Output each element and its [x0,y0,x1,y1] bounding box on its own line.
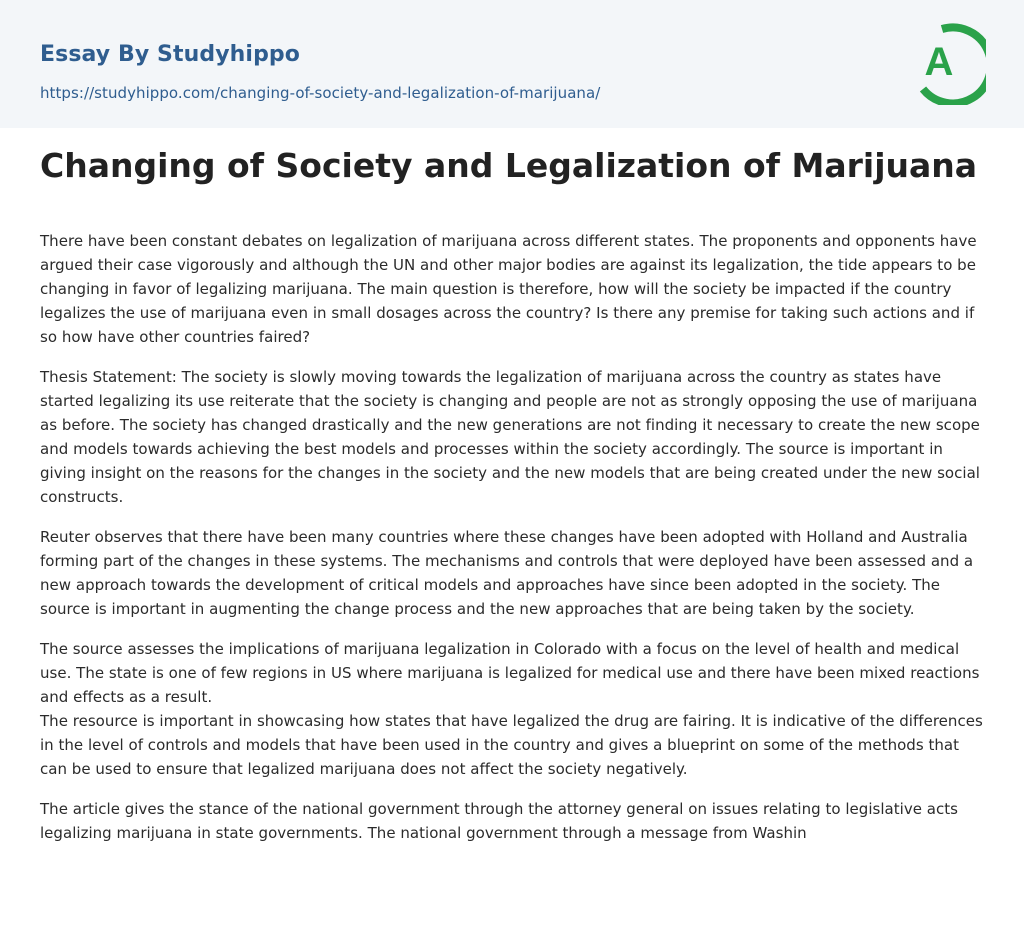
page-header [0,0,1024,128]
studyhippo-logo-icon[interactable] [914,19,986,105]
paragraph-thesis: Thesis Statement: The society is slowly moving towards the legalization of marijuana across the country as states have started legalizing its use reiterate that the society is changing and people are not as strongly opposing the use of marijuana as before. The society has changed drastically and the new generations are not finding it necessary to create the new scope and models towards achieving the best models and processes within the society accordingly. The source is important in giving insight on the reasons for the changes in the society and the new models that are being created under the new social constructs. [40,368,980,506]
paragraph-colorado: The source assesses the implications of marijuana legalization in Colorado with a focus on the level of health and medical use. The state is one of few regions in US where marijuana is legalized for medical use and there have been mixed reactions and effects as a result. [40,640,980,706]
essay-body [40,229,984,861]
paragraph-reuter: Reuter observes that there have been many countries where these changes have been adopted with Holland and Australia forming part of the changes in these systems. The mechanisms and controls that were deployed have been assessed and a new approach towards the development of critical models and approaches have since been adopted in the society. The source is important in augmenting the change process and the new approaches that are being taken by the society. [40,528,974,618]
brand-title: Essay By Studyhippo [40,42,300,67]
essay-title: Changing of Society and Legalization of Marijuana [40,146,978,185]
paragraph-intro: There have been constant debates on legalization of marijuana across different states. The proponents and opponents have argued their case vigorously and although the UN and other major bodies are against its legalization, the tide appears to be changing in favor of legalizing marijuana. The main question is therefore, how will the society be impacted if the country legalizes the use of marijuana even in small dosages across the country? Is there any premise for taking such actions and if so how have other countries faired? [40,232,977,346]
source-url-link[interactable]: https://studyhippo.com/changing-of-society-and-legalization-of-marijuana/ [40,84,601,102]
logo-letter: A [924,40,954,84]
paragraph-national-government: The article gives the stance of the national government through the attorney general on issues relating to legislative acts legalizing marijuana in state governments. The national government through a message from Washin [40,800,958,842]
paragraph-resource: The resource is important in showcasing how states that have legalized the drug are fairing. It is indicative of the differences in the level of controls and models that have been used in the country and gives a blueprint on some of the methods that can be used to ensure that legalized marijuana does not affect the society negatively. [40,712,983,778]
